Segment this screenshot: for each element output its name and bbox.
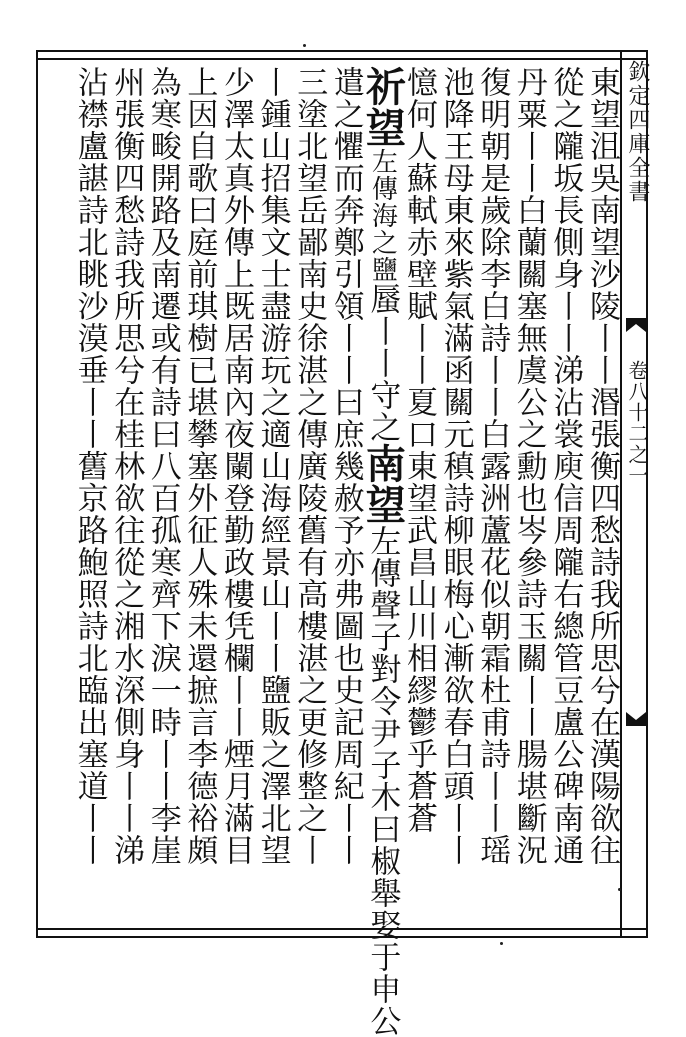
- column-text: 遣之懼而奔鄭引領丨丨曰庶幾赦予亦弗圖也史記周紀丨丨: [327, 66, 364, 866]
- column-text: 少澤太真外傳上既居南內夜闌登勤政樓凭欄丨丨煙月滿目: [218, 66, 254, 866]
- text-column: [547, 66, 583, 926]
- text-column: [584, 66, 620, 926]
- column-text: 沾襟盧諶詩北眺沙漠垂丨丨舊京路鮑照詩北臨出塞道丨丨: [71, 66, 108, 866]
- text-column: [181, 66, 217, 926]
- text-column: [218, 66, 254, 926]
- text-column: [511, 66, 547, 926]
- column-text: 復明朝是歲除李白詩丨丨白露洲蘆花似朝霜杜甫詩丨丨瑶: [474, 66, 511, 866]
- column-text: 三塗北望岳鄙南史徐湛之傳廣陵舊有高樓湛之更修整之丨: [291, 66, 328, 866]
- text-column: [72, 66, 108, 926]
- text-column: [108, 66, 144, 926]
- column-text: 左傳聲子對令尹子木曰椒舉娶于申公: [364, 525, 401, 1037]
- ink-speck: [303, 44, 306, 47]
- entry-heading: 祈望: [359, 66, 407, 148]
- column-text: 從之隴坂長側身丨丨涕沾裳庾信周隴右總管豆盧公碑南通: [547, 66, 584, 866]
- bottom-rule: [36, 928, 648, 930]
- column-text: 東望沮吳南望沙陵丨丨湣張衡四愁詩我所思兮在漢陽欲往: [584, 66, 620, 866]
- text-column: [401, 66, 437, 926]
- text-column: [255, 66, 291, 926]
- column-text: 上因自歌曰庭前琪樹已堪攀塞外征人殊未還摭言李德裕頗: [181, 66, 218, 866]
- column-text: 蜃丨丨守之: [364, 283, 401, 443]
- ink-speck: [500, 942, 503, 945]
- book-title: 欽定四庫全書: [625, 60, 650, 204]
- volume-label: 卷八十二之一: [625, 360, 649, 486]
- column-text: 丨鍾山招集文士盡游玩之適山海經景山丨丨鹽販之澤北望: [254, 66, 291, 866]
- column-text: 池降王母東來紫氣滿函關元稹詩柳眼梅心漸欲春白頭丨丨: [437, 66, 474, 866]
- entry-heading: 南望: [359, 443, 407, 525]
- annotation-text: 左傳海之鹽: [367, 148, 398, 283]
- column-text: 丹粟丨丨白蘭關塞無虞公之勳也岑參詩玉關丨丨腸堪斷況: [510, 66, 547, 866]
- text-column: [359, 66, 407, 1037]
- text-column: [145, 66, 181, 926]
- column-text: 憶何人蘇軾赤壁賦丨丨夏口東望武昌山川相繆鬱乎蒼蒼: [401, 66, 437, 834]
- column-text: 為寒畯開路及南遷或有詩曰八百孤寒齊下淚一時丨丨李崖: [144, 66, 181, 866]
- text-column: [328, 66, 364, 926]
- ink-speck: [618, 888, 621, 891]
- top-rule: [36, 58, 648, 60]
- text-column: [291, 66, 327, 926]
- text-column: [438, 66, 474, 926]
- fishtail-ornament-bottom: [626, 712, 646, 726]
- fishtail-ornament-top: [626, 318, 646, 332]
- text-column: [474, 66, 510, 926]
- column-text: 州張衡四愁詩我所思兮在桂林欲往從之湘水深側身丨丨涕: [108, 66, 145, 866]
